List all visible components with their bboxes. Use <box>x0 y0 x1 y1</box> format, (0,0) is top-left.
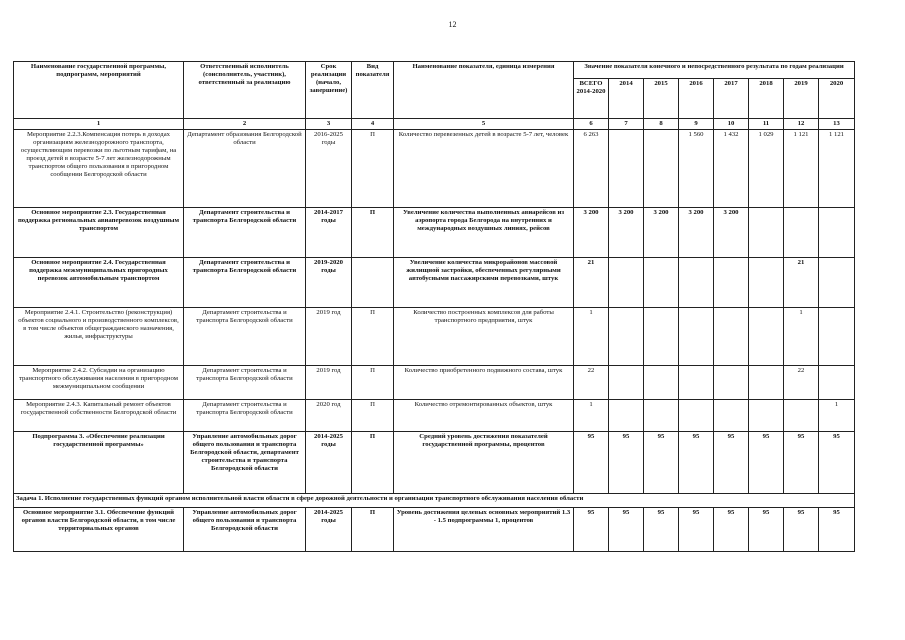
task-title: Задача 1. Исполнение государственных функций органом исполнительной власти области в сфере дорожной деятельности и организации транспортного обслуживания населения области <box>14 494 855 508</box>
indicator-cell: Количество отремонтированных объектов, штук <box>394 400 574 432</box>
year-value-cell: 95 <box>644 432 679 494</box>
column-number: 3 <box>306 119 352 130</box>
column-number: 12 <box>784 119 819 130</box>
year-value-cell <box>784 208 819 258</box>
year-value-cell: 1 <box>819 400 855 432</box>
type-cell: П <box>352 432 394 494</box>
year-value-cell <box>644 400 679 432</box>
term-cell: 2019 год <box>306 366 352 400</box>
year-value-cell <box>679 400 714 432</box>
column-number: 6 <box>574 119 609 130</box>
year-value-cell: 95 <box>679 432 714 494</box>
year-value-cell <box>749 400 784 432</box>
column-number: 11 <box>749 119 784 130</box>
table-row <box>14 508 855 552</box>
page-number: 12 <box>448 20 457 29</box>
program-name-cell: Основное мероприятие 2.4. Государственная поддержка межмуниципальных пригородных перевозок автомобильным транспортом <box>14 258 184 308</box>
year-value-cell: 3 200 <box>714 208 749 258</box>
program-name-cell: Основное мероприятие 3.1. Обеспечение функций органов власти Белгородской области, в том числе территориальных органов <box>14 508 184 552</box>
header-year: 2015 <box>644 79 679 119</box>
type-cell: П <box>352 308 394 366</box>
year-value-cell: 22 <box>784 366 819 400</box>
column-number: 13 <box>819 119 855 130</box>
indicator-cell: Увеличение количества микрорайонов массовой жилищной застройки, обеспеченных регулярными автобусными пассажирскими перевозками, штук <box>394 258 574 308</box>
year-value-cell <box>714 308 749 366</box>
header-values-group: Значение показателя конечного и непосредственного результата по годам реализации <box>574 62 855 79</box>
year-value-cell <box>644 308 679 366</box>
year-value-cell: 95 <box>819 508 855 552</box>
header-year: 2016 <box>679 79 714 119</box>
executor-cell: Департамент строительства и транспорта Белгородской области <box>184 366 306 400</box>
table-row <box>14 432 855 494</box>
year-value-cell: 95 <box>784 508 819 552</box>
header-program: Наименование государственной программы, подпрограмм, мероприятий <box>14 62 184 119</box>
year-value-cell: 95 <box>784 432 819 494</box>
year-value-cell <box>784 400 819 432</box>
type-cell: П <box>352 208 394 258</box>
header-row <box>14 62 855 79</box>
type-cell: П <box>352 130 394 208</box>
year-value-cell: 1 121 <box>819 130 855 208</box>
year-value-cell <box>749 308 784 366</box>
executor-cell: Департамент строительства и транспорта Белгородской области <box>184 400 306 432</box>
column-number: 2 <box>184 119 306 130</box>
header-year: 2018 <box>749 79 784 119</box>
year-value-cell: 95 <box>609 432 644 494</box>
type-cell: П <box>352 366 394 400</box>
program-name-cell: Мероприятие 2.4.3. Капитальный ремонт объектов государственной собственности Белгородской области <box>14 400 184 432</box>
executor-cell: Департамент строительства и транспорта Белгородской области <box>184 308 306 366</box>
type-cell: П <box>352 400 394 432</box>
task-row <box>14 494 855 508</box>
year-value-cell: 95 <box>714 508 749 552</box>
total-value-cell: 95 <box>574 508 609 552</box>
header-total: ВСЕГО 2014-2020 <box>574 79 609 119</box>
year-value-cell <box>749 258 784 308</box>
program-name-cell: Подпрограмма 3. «Обеспечение реализации государственной программы» <box>14 432 184 494</box>
year-value-cell: 95 <box>749 432 784 494</box>
executor-cell: Управление автомобильных дорог общего пользования и транспорта Белгородской области, департамент строительства и транспорта Белгородской области <box>184 432 306 494</box>
year-value-cell <box>609 400 644 432</box>
column-number: 10 <box>714 119 749 130</box>
year-value-cell: 1 432 <box>714 130 749 208</box>
executor-cell: Департамент образования Белгородской области <box>184 130 306 208</box>
term-cell: 2014-2017 годы <box>306 208 352 258</box>
year-value-cell: 1 560 <box>679 130 714 208</box>
year-value-cell <box>749 366 784 400</box>
year-value-cell: 1 029 <box>749 130 784 208</box>
header-year: 2017 <box>714 79 749 119</box>
column-number: 5 <box>394 119 574 130</box>
term-cell: 2016-2025 годы <box>306 130 352 208</box>
year-value-cell <box>609 258 644 308</box>
total-value-cell: 22 <box>574 366 609 400</box>
executor-cell: Департамент строительства и транспорта Белгородской области <box>184 258 306 308</box>
year-value-cell: 95 <box>749 508 784 552</box>
indicator-cell: Количество построенных комплексов для работы транспортного предприятия, штук <box>394 308 574 366</box>
year-value-cell: 95 <box>644 508 679 552</box>
year-value-cell <box>819 308 855 366</box>
program-name-cell: Мероприятие 2.2.3.Компенсация потерь в доходах организациям железнодорожного транспорта, осуществляющим перевозки по льготным тарифам, на проезд детей в возрасте 5-7 лет железнодорожным транспортом общего пользования в пригородном сообщении Белгородской области <box>14 130 184 208</box>
table-row <box>14 258 855 308</box>
header-year: 2019 <box>784 79 819 119</box>
header-year: 2020 <box>819 79 855 119</box>
program-name-cell: Мероприятие 2.4.2. Субсидии на организацию транспортного обслуживания населения в пригородном межмуниципальном сообщении <box>14 366 184 400</box>
year-value-cell <box>819 366 855 400</box>
term-cell: 2020 год <box>306 400 352 432</box>
year-value-cell: 95 <box>679 508 714 552</box>
column-numbers-row <box>14 119 855 130</box>
type-cell <box>352 258 394 308</box>
table-row <box>14 366 855 400</box>
year-value-cell: 95 <box>714 432 749 494</box>
table-row <box>14 130 855 208</box>
term-cell: 2014-2025 годы <box>306 432 352 494</box>
year-value-cell: 3 200 <box>609 208 644 258</box>
indicators-table <box>13 61 855 552</box>
header-indicator: Наименование показателя, единица измерения <box>394 62 574 119</box>
year-value-cell: 1 <box>784 308 819 366</box>
total-value-cell: 21 <box>574 258 609 308</box>
table-row <box>14 208 855 258</box>
table-row <box>14 308 855 366</box>
total-value-cell: 1 <box>574 308 609 366</box>
column-number: 7 <box>609 119 644 130</box>
column-number: 1 <box>14 119 184 130</box>
year-value-cell <box>644 258 679 308</box>
year-value-cell: 1 121 <box>784 130 819 208</box>
year-value-cell <box>644 366 679 400</box>
type-cell: П <box>352 508 394 552</box>
year-value-cell <box>679 366 714 400</box>
term-cell: 2019 год <box>306 308 352 366</box>
column-number: 4 <box>352 119 394 130</box>
year-value-cell: 95 <box>609 508 644 552</box>
year-value-cell <box>714 258 749 308</box>
header-type: Вид показателя <box>352 62 394 119</box>
year-value-cell <box>609 366 644 400</box>
year-value-cell <box>819 208 855 258</box>
year-value-cell <box>644 130 679 208</box>
year-value-cell: 21 <box>784 258 819 308</box>
program-name-cell: Мероприятие 2.4.1. Строительство (реконструкция) объектов социального и производственного комплексов, в том числе объектов общегражданского назначения, жилья, инфраструктуры <box>14 308 184 366</box>
year-value-cell <box>749 208 784 258</box>
total-value-cell: 3 200 <box>574 208 609 258</box>
year-value-cell <box>714 366 749 400</box>
table-row <box>14 400 855 432</box>
term-cell: 2019-2020 годы <box>306 258 352 308</box>
column-number: 9 <box>679 119 714 130</box>
year-value-cell <box>609 130 644 208</box>
executor-cell: Департамент строительства и транспорта Белгородской области <box>184 208 306 258</box>
year-value-cell: 3 200 <box>644 208 679 258</box>
year-value-cell <box>679 308 714 366</box>
total-value-cell: 1 <box>574 400 609 432</box>
total-value-cell: 6 263 <box>574 130 609 208</box>
year-value-cell: 3 200 <box>679 208 714 258</box>
term-cell: 2014-2025 годы <box>306 508 352 552</box>
header-term: Срок реализации (начало, завершение) <box>306 62 352 119</box>
indicator-cell: Количество приобретенного подвижного состава, штук <box>394 366 574 400</box>
year-value-cell <box>679 258 714 308</box>
year-value-cell: 95 <box>819 432 855 494</box>
column-number: 8 <box>644 119 679 130</box>
header-executor: Ответственный исполнитель (соисполнитель, участник), ответственный за реализацию <box>184 62 306 119</box>
total-value-cell: 95 <box>574 432 609 494</box>
year-value-cell <box>714 400 749 432</box>
year-value-cell <box>609 308 644 366</box>
indicator-cell: Средний уровень достижения показателей государственной программы, процентов <box>394 432 574 494</box>
header-year: 2014 <box>609 79 644 119</box>
year-value-cell <box>819 258 855 308</box>
indicator-cell: Уровень достижения целевых основных мероприятий 1.3 - 1.5 подпрограммы 1, процентов <box>394 508 574 552</box>
executor-cell: Управление автомобильных дорог общего пользования и транспорта Белгородской области <box>184 508 306 552</box>
indicator-cell: Увеличение количества выполненных авиарейсов из аэропорта города Белгорода на внутренних и международных воздушных линиях, рейсов <box>394 208 574 258</box>
indicator-cell: Количество перевезенных детей в возрасте 5-7 лет, человек <box>394 130 574 208</box>
program-name-cell: Основное мероприятие 2.3. Государственная поддержка региональных авиаперевозок воздушным транспортом <box>14 208 184 258</box>
